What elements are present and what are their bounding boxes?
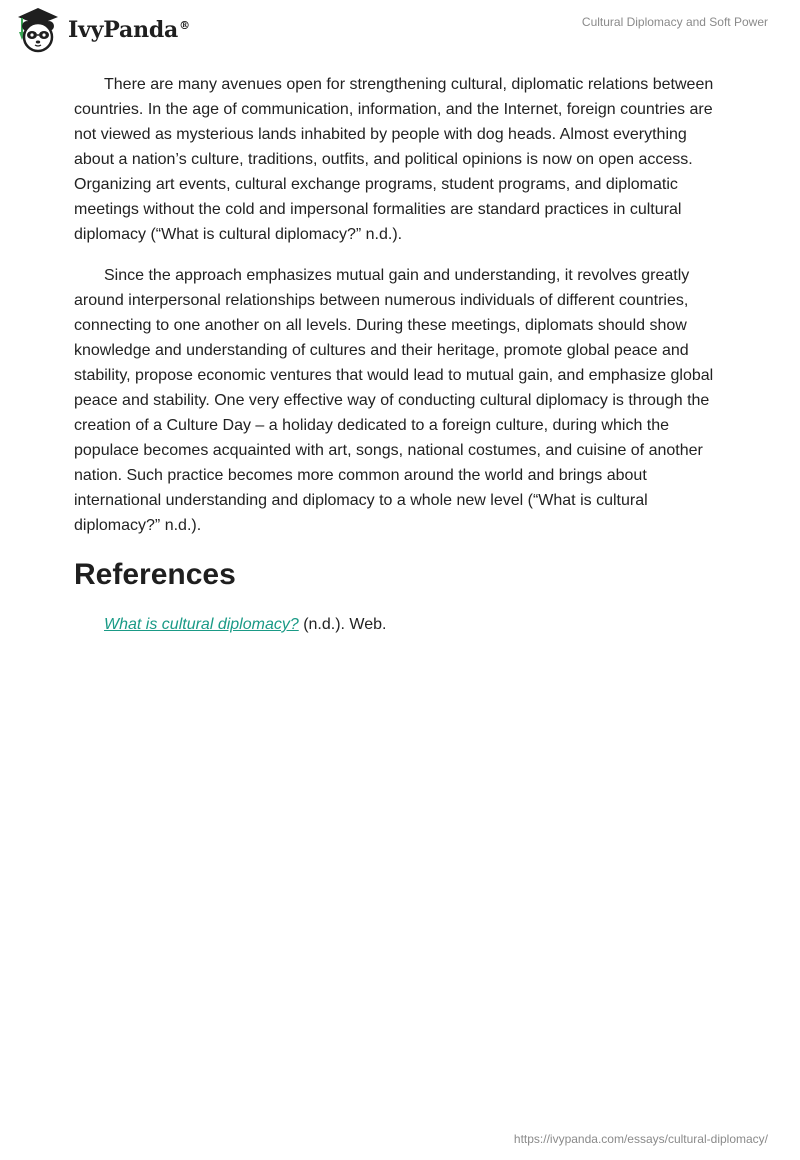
footer-source-url[interactable]: https://ivypanda.com/essays/cultural-diplomacy/ xyxy=(513,1132,768,1146)
panda-graduate-icon xyxy=(14,6,62,54)
body-paragraph-1: There are many avenues open for strengthening cultural, diplomatic relations between countries. In the age of communication, information, and the Internet, foreign countries are not viewed as mysterious lands inhabited by people with dog heads. Almost everything about a nation’s culture, traditions, outfits, and political opinions is now on open access. Organizing art events, cultural exchange programs, student programs, and diplomatic meetings without the cold and impersonal formalities are standard practices in cultural diplomacy (“What is cultural diplomacy?” n.d.). xyxy=(74,76,714,243)
reference-link[interactable]: What is cultural diplomacy? xyxy=(104,616,299,633)
ivypanda-logo[interactable] xyxy=(14,6,190,54)
page-header xyxy=(0,0,800,64)
reference-entry xyxy=(74,612,722,637)
essay-content xyxy=(74,72,722,637)
logo-name: IvyPanda xyxy=(68,17,179,43)
running-title: Cultural Diplomacy and Soft Power xyxy=(581,15,768,29)
body-paragraph-2: Since the approach emphasizes mutual gain and understanding, it revolves greatly around interpersonal relationships between numerous individuals of different countries, connecting to one another on all levels. During these meetings, diplomats should show knowledge and understanding of cultures and their heritage, promote global peace and stability, propose economic ventures that would lead to mutual gain, and emphasize global peace and stability. One very effective way of conducting cultural diplomacy is through the creation of a Culture Day – a holiday dedicated to a foreign culture, during which the populace becomes acquainted with art, songs, national costumes, and cuisine of another nation. Such practice becomes more common around the world and brings about international understanding and diplomacy to a whole new level (“What is cultural diplomacy?” n.d.). xyxy=(74,267,714,534)
logo-wordmark xyxy=(68,17,190,43)
reference-details: (n.d.). Web. xyxy=(298,616,387,633)
registered-mark: ® xyxy=(179,18,190,32)
references-heading: References xyxy=(74,558,236,591)
